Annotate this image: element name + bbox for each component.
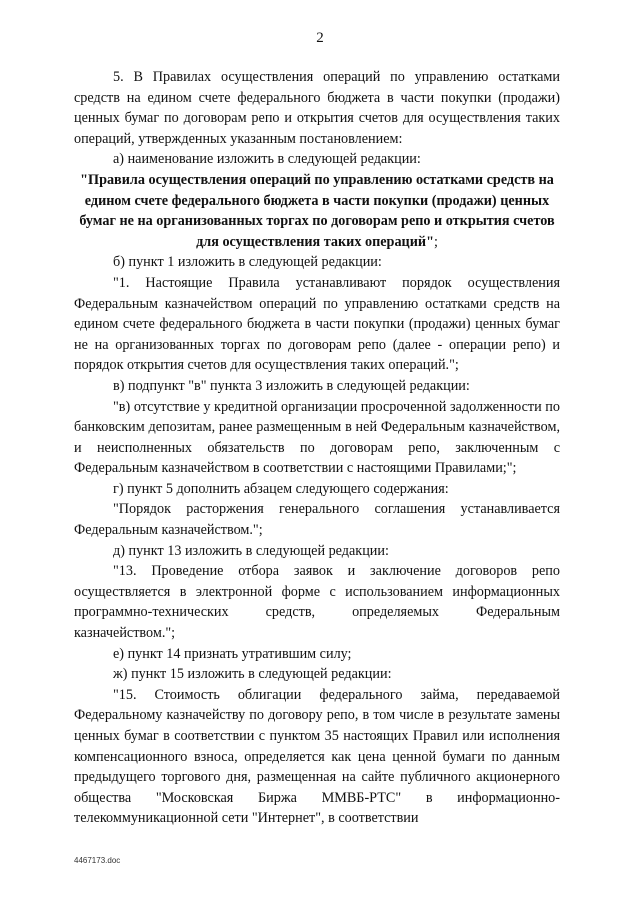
document-body bbox=[74, 67, 560, 829]
paragraph-v-text: "в) отсутствие у кредитной организации просроченной задолженности по банковским депозитам, ранее размещенным в ней Федеральным казначейством, и неисполненных обязательств по договорам репо, заключенным с Федеральным казначейством в соответствии с настоящими Правилами;"; bbox=[74, 398, 560, 477]
paragraph-g-text: "Порядок расторжения генерального соглашения устанавливается Федеральным казначейством."; bbox=[74, 501, 560, 539]
paragraph-zh-text: "15. Стоимость облигации федерального займа, передаваемой Федеральному казначейству по договору репо, в том числе в результате замены ценных бумаг в соответствии с пунктом 35 настоящих Правил или исполнения компенсационного взноса, определяется как цена ценной бумаги по данным предыдущего торгового дня, размещенная на сайте публичного акционерного общества "Московская Биржа ММВБ-РТС" в информационно-телекоммуникационной сети "Интернет", в соответствии bbox=[74, 686, 560, 827]
paragraph-e: е) пункт 14 признать утратившим силу; bbox=[113, 645, 352, 662]
rules-title-text: "Правила осуществления операций по управлению остатками средств на едином счете федерального бюджета в части покупки (продажи) ценных бумаг не на организованных торгах по договорам репо и открытия счетов для осуществления таких операций" bbox=[79, 171, 555, 250]
paragraph-d-text: "13. Проведение отбора заявок и заключение договоров репо осуществляется в электронной форме с использованием информационных программно-технических средств, определяемых Федеральным казначейством."; bbox=[74, 563, 560, 642]
paragraph-a: а) наименование изложить в следующей редакции: bbox=[113, 151, 421, 168]
rules-title-heading bbox=[74, 170, 560, 252]
paragraph-g: г) пункт 5 дополнить абзацем следующего содержания: bbox=[113, 480, 449, 497]
paragraph-b-text: "1. Настоящие Правила устанавливают порядок осуществления Федеральным казначейством операций по управлению остатками средств на едином счете федерального бюджета в части покупки (продажи) ценных бумаг не на организованных торгах по договорам репо (далее - операции репо) и порядок открытия счетов для осуществления таких операций."; bbox=[74, 274, 560, 374]
paragraph-zh: ж) пункт 15 изложить в следующей редакции: bbox=[113, 666, 392, 683]
paragraph-v: в) подпункт "в" пункта 3 изложить в следующей редакции: bbox=[113, 377, 470, 394]
page-number: 2 bbox=[316, 30, 324, 46]
document-file-code: 4467173.doc bbox=[74, 856, 121, 865]
rules-title-tail: ; bbox=[433, 233, 438, 250]
paragraph-b: б) пункт 1 изложить в следующей редакции: bbox=[113, 254, 382, 271]
paragraph-d: д) пункт 13 изложить в следующей редакции: bbox=[113, 542, 389, 559]
paragraph-5-intro: 5. В Правилах осуществления операций по управлению остатками средств на едином счете федерального бюджета в части покупки (продажи) ценных бумаг по договорам репо и открытия счетов для осуществления таких операций, утвержденных указанным постановлением: bbox=[74, 69, 560, 147]
